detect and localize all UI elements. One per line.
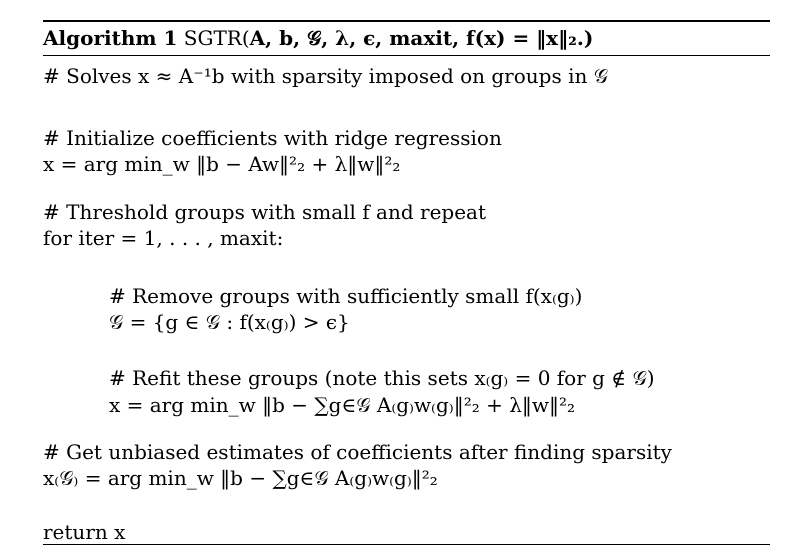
algorithm-line-4: # Threshold groups with small f and repeat [43, 200, 486, 224]
algorithm-line-3: x = arg min_w ‖b − Aw‖²₂ + λ‖w‖²₂ [43, 152, 401, 176]
algorithm-line-1: # Solves x ≈ A⁻¹b with sparsity imposed on groups in 𝒢 [43, 64, 608, 88]
algorithm-args: A, b, 𝒢, λ, ϵ, maxit, f(x) = ‖x‖₂.) [249, 26, 594, 50]
top-rule [43, 20, 770, 22]
algorithm-line-9: x = arg min_w ‖b − ∑g∈𝒢 A₍g₎w₍g₎‖²₂ + λ‖w‖²₂ [109, 393, 576, 417]
algorithm-heading: Algorithm 1 [43, 26, 178, 50]
algorithm-line-5: for iter = 1, . . . , maxit: [43, 226, 284, 250]
algorithm-line-6: # Remove groups with sufficiently small f(x₍g₎) [109, 284, 583, 308]
algorithm-line-8: # Refit these groups (note this sets x₍g₎ = 0 for g ∉ 𝒢) [109, 366, 655, 390]
algorithm-block [43, 20, 770, 548]
algorithm-line-11: x₍𝒢₎ = arg min_w ‖b − ∑g∈𝒢 A₍g₎w₍g₎‖²₂ [43, 466, 438, 490]
bottom-rule [43, 544, 770, 545]
algorithm-line-2: # Initialize coefficients with ridge regression [43, 126, 502, 150]
algorithm-line-7: 𝒢 = {g ∈ 𝒢 : f(x₍g₎) > ϵ} [109, 310, 350, 334]
algorithm-line-10: # Get unbiased estimates of coefficients after finding sparsity [43, 440, 672, 464]
algorithm-line-12: return x [43, 520, 126, 544]
header-rule [43, 55, 770, 56]
algorithm-title [43, 26, 593, 50]
algorithm-name: SGTR( [183, 26, 250, 50]
